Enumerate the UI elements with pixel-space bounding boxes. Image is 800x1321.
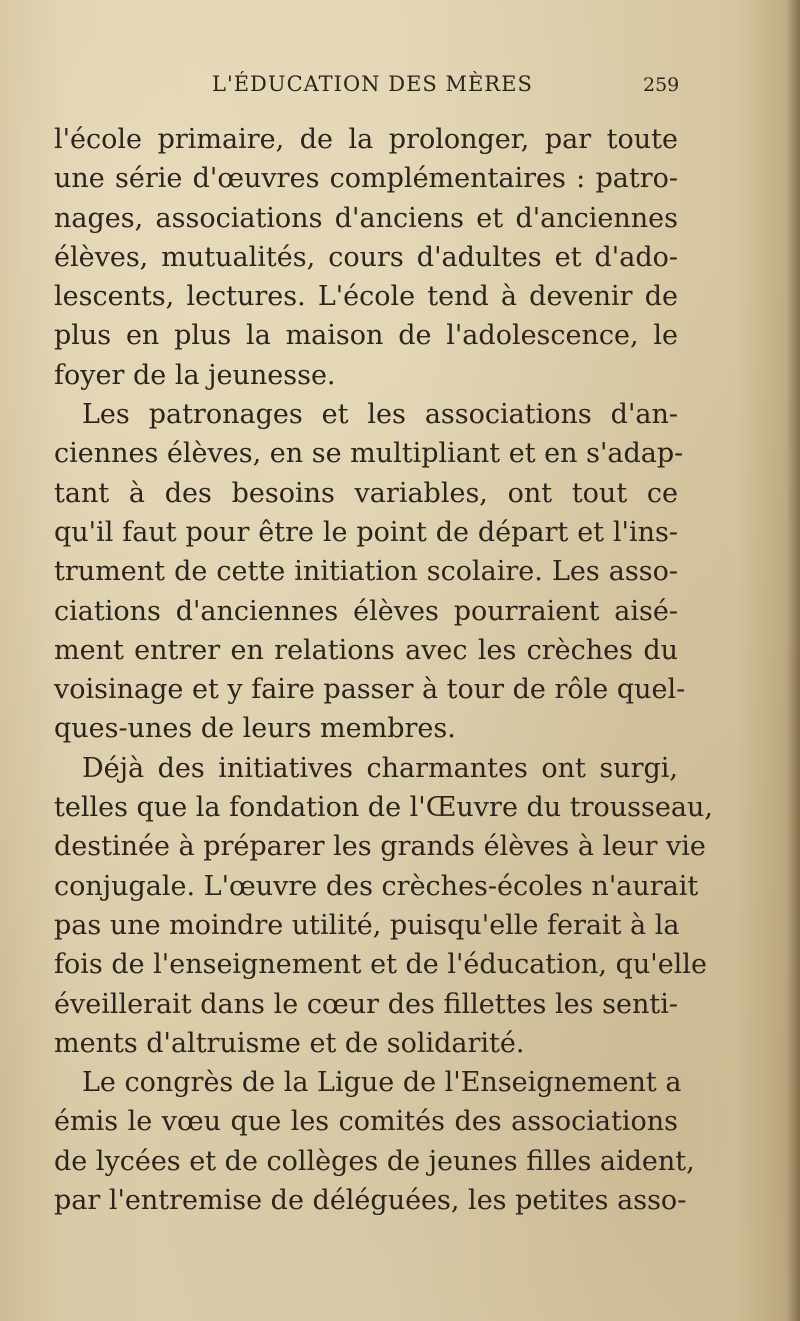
- text-line: émis le vœu que les comités des associations: [54, 1106, 678, 1138]
- text-line: destinée à préparer les grands élèves à leur vie: [54, 831, 706, 863]
- body-text: [54, 120, 713, 1220]
- text-line: Le congrès de la Ligue de l'Enseignement a: [82, 1067, 682, 1099]
- text-line: par l'entremise de déléguées, les petites asso-: [54, 1185, 687, 1217]
- text-line: élèves, mutualités, cours d'adultes et d'ado-: [54, 241, 678, 273]
- text-line: de lycées et de collèges de jeunes filles aident,: [54, 1145, 695, 1177]
- text-line: telles que la fondation de l'Œuvre du trousseau,: [54, 792, 713, 824]
- text-line: foyer de la jeunesse.: [54, 359, 336, 391]
- text-line: plus en plus la maison de l'adolescence, le: [54, 320, 678, 352]
- text-line: ques-unes de leurs membres.: [54, 713, 456, 745]
- text-line: ments d'altruisme et de solidarité.: [54, 1027, 525, 1059]
- text-line: conjugale. L'œuvre des crèches-écoles n'aurait: [54, 870, 699, 902]
- text-line: pas une moindre utilité, puisqu'elle ferait à la: [54, 909, 680, 941]
- text-line: voisinage et y faire passer à tour de rôle quel-: [54, 674, 686, 706]
- text-line: ciations d'anciennes élèves pourraient aisé-: [54, 595, 678, 627]
- page-edge-shadow: [786, 0, 800, 1321]
- text-line: trument de cette initiation scolaire. Les asso-: [54, 556, 678, 588]
- text-line: lescents, lectures. L'école tend à devenir de: [54, 281, 678, 313]
- text-line: Les patronages et les associations d'an-: [82, 399, 678, 431]
- text-line: ment entrer en relations avec les crèches du: [54, 634, 678, 666]
- running-title: L'ÉDUCATION DES MÈRES: [212, 72, 533, 96]
- text-line: tant à des besoins variables, ont tout ce: [54, 477, 678, 509]
- text-line: une série d'œuvres complémentaires : patro-: [54, 163, 678, 195]
- text-line: l'école primaire, de la prolonger, par toute: [54, 124, 678, 155]
- text-line: éveillerait dans le cœur des fillettes les senti-: [54, 988, 678, 1020]
- page-header: [0, 72, 800, 106]
- text-line: qu'il faut pour être le point de départ et l'ins-: [54, 516, 678, 548]
- page-number: 259: [643, 74, 680, 96]
- text-line: Déjà des initiatives charmantes ont surgi,: [82, 752, 678, 784]
- text-line: nages, associations d'anciens et d'anciennes: [54, 202, 678, 234]
- text-line: ciennes élèves, en se multipliant et en s'adap-: [54, 438, 684, 470]
- text-line: fois de l'enseignement et de l'éducation, qu'elle: [54, 949, 707, 981]
